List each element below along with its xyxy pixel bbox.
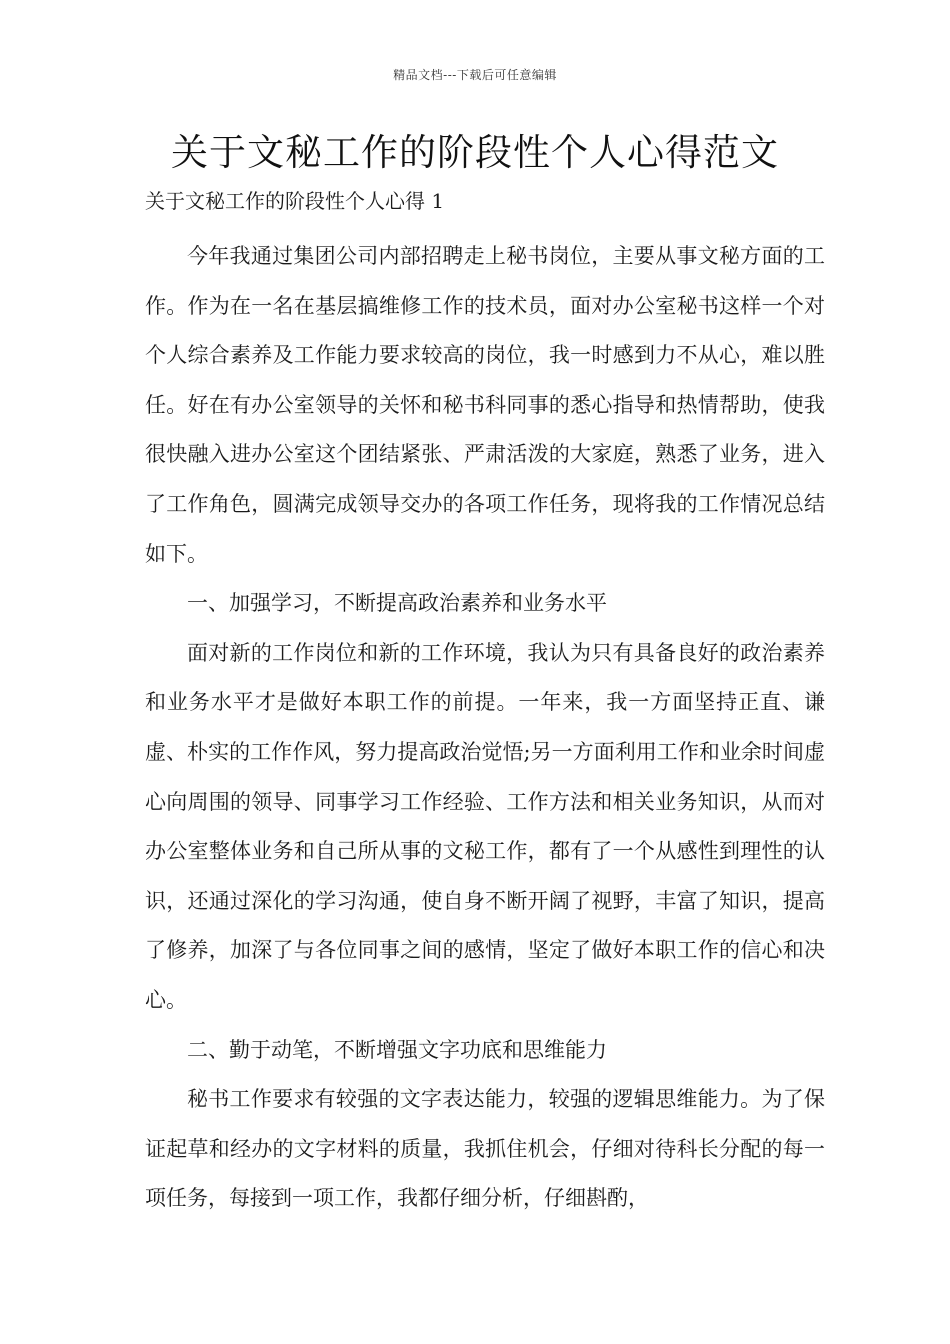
paragraph-section-1: 面对新的工作岗位和新的工作环境，我认为只有具备良好的政治素养和业务水平才是做好本职工作的前提。一年来，我一方面坚持正直、谦虚、朴实的工作作风，努力提高政治觉悟;另一方面利用工作和业余时间虚心向周围的领导、同事学习工作经验、工作方法和相关业务知识，从而对办公室整体业务和自己所从事的文秘工作，都有了一个从感性到理性的认识，还通过深化的学习沟通，使自身不断开阔了视野，丰富了知识，提高了修养，加深了与各位同事之间的感情，坚定了做好本职工作的信心和决心。 bbox=[145, 640, 825, 1012]
header-note: 精品文档---下载后可任意编辑 bbox=[393, 68, 557, 82]
document-title: 关于文秘工作的阶段性个人心得范文 bbox=[171, 131, 779, 174]
section-heading-1: 一、加强学习，不断提高政治素养和业务水平 bbox=[187, 591, 607, 616]
document-body bbox=[145, 232, 825, 1224]
section-heading-2: 二、勤于动笔，不断增强文字功底和思维能力 bbox=[187, 1037, 607, 1062]
paragraph-intro: 今年我通过集团公司内部招聘走上秘书岗位，主要从事文秘方面的工作。作为在一名在基层搞维修工作的技术员，面对办公室秘书这样一个对个人综合素养及工作能力要求较高的岗位，我一时感到力不从心，难以胜任。好在有办公室领导的关怀和秘书科同事的悉心指导和热情帮助，使我很快融入进办公室这个团结紧张、严肃活泼的大家庭，熟悉了业务，进入了工作角色，圆满完成领导交办的各项工作任务，现将我的工作情况总结如下。 bbox=[145, 244, 825, 566]
document-subtitle: 关于文秘工作的阶段性个人心得 1 bbox=[145, 189, 445, 213]
paragraph-section-2: 秘书工作要求有较强的文字表达能力，较强的逻辑思维能力。为了保证起草和经办的文字材料的质量，我抓住机会，仔细对待科长分配的每一项任务，每接到一项工作，我都仔细分析，仔细斟酌， bbox=[145, 1087, 825, 1211]
